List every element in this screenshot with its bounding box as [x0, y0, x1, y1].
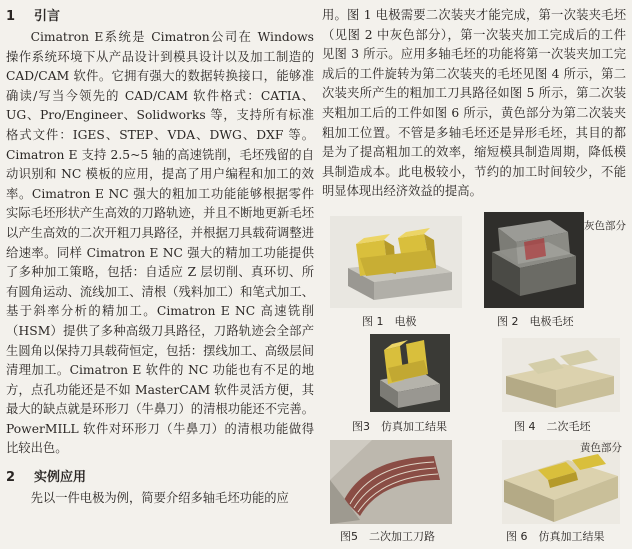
figure-4-image — [502, 338, 620, 412]
right-paragraph: 用。图 1 电极需要二次装夹才能完成，第一次装夹毛坯（见图 2 中灰色部分），第一次装夹加工完成后的工件见图 3 所示。应用多轴毛坯的功能将第一次装夹加工完成后的工件旋转为第二次装夹的毛坯见图 4 所示，第二次装夹所产生的粗加工刀具路径如图 5 所示，第二次装夹粗加工后的工件如图 6 所示，黄色部分为第二次装夹粗加工位置。不管是多轴毛坯还是异形毛坯，其目的都是为了提高粗加工的效率，缩短模具制造周期，降低模具制造成本。此电极较小，节约的加工时间较少，不能明显体现出经济效益的提高。 — [322, 8, 626, 199]
figure-2-image — [484, 212, 584, 308]
annotation-yellow-part: 黄色部分 — [580, 442, 622, 454]
figure-2-caption: 图 2 电极毛坯 — [497, 315, 574, 328]
section-1-heading — [6, 6, 314, 28]
figure-3-image — [370, 334, 450, 412]
figure-3-caption: 图3 仿真加工结果 — [352, 420, 447, 433]
section-2-heading — [6, 467, 314, 489]
left-column — [6, 6, 314, 509]
section-1-paragraph: Cimatron E系统是 Cimatron公司在 Windows 操作系统环境下从产品设计到模具设计以及加工制造的 CAD/CAM 软件。它拥有强大的数据转换接口，能够准确读/写当今领先的 CAD/CAM 软件格式：CATIA、UG、Pro/Engineer、Solidworks 等，支持所有标准格式文件：IGES、STEP、VDA、DWG、DXF 等。Cimatron E 支持 2.5~5 轴的高速铣削，毛坯残留的自动识别和 NC 模板的应用，提高了用户编程和加工的效率。Cimatron E NC 强大的粗加工功能能够根据零件实际毛坯形状产生高效的刀路轨迹，并且不断地更新毛坯以产生高效的二次开粗刀具路径，并根据刀具载荷调整进给速率。同样 Cimatron E NC 强大的精加工功能提供了多种加工策略，包括：自适应 Z 层切削、真环切、所有圆角运动、流线加工、清根（残料加工）和笔式加工、基于斜率分析的精加工。Cimatron E NC 高速铣削（HSM）提供了多种高级刀具路径，刀路轨迹会全部产生圆角以保持刀具载荷恒定，包括：摆线加工、高级层间清理加工。Cimatron E 软件的 NC 功能也有不足的地方，点孔功能还是不如 MasterCAM 软件灵活方便，其最大的缺点就是环形刀（牛鼻刀）的清根功能还不完善。PowerMILL 软件对环形刀（牛鼻刀）的清根功能做得比较出色。 — [6, 30, 314, 456]
section-1-number: 1 — [6, 9, 16, 24]
figure-4-caption: 图 4 二次毛坯 — [514, 420, 591, 433]
figure-6-caption: 图 6 仿真加工结果 — [506, 530, 605, 543]
figure-1-caption: 图 1 电极 — [362, 315, 417, 328]
right-column — [322, 6, 626, 202]
figure-1-image — [330, 216, 462, 308]
section-2-title: 实例应用 — [34, 470, 87, 486]
section-2-number: 2 — [6, 470, 16, 486]
section-1-title: 引言 — [34, 9, 61, 24]
figure-5-caption: 图5 二次加工刀路 — [340, 530, 435, 543]
annotation-gray-part: 灰色部分 — [584, 220, 626, 232]
figure-5-image — [330, 440, 452, 524]
section-2-paragraph: 先以一件电极为例，简要介绍多轴毛坯功能的应 — [30, 491, 289, 506]
